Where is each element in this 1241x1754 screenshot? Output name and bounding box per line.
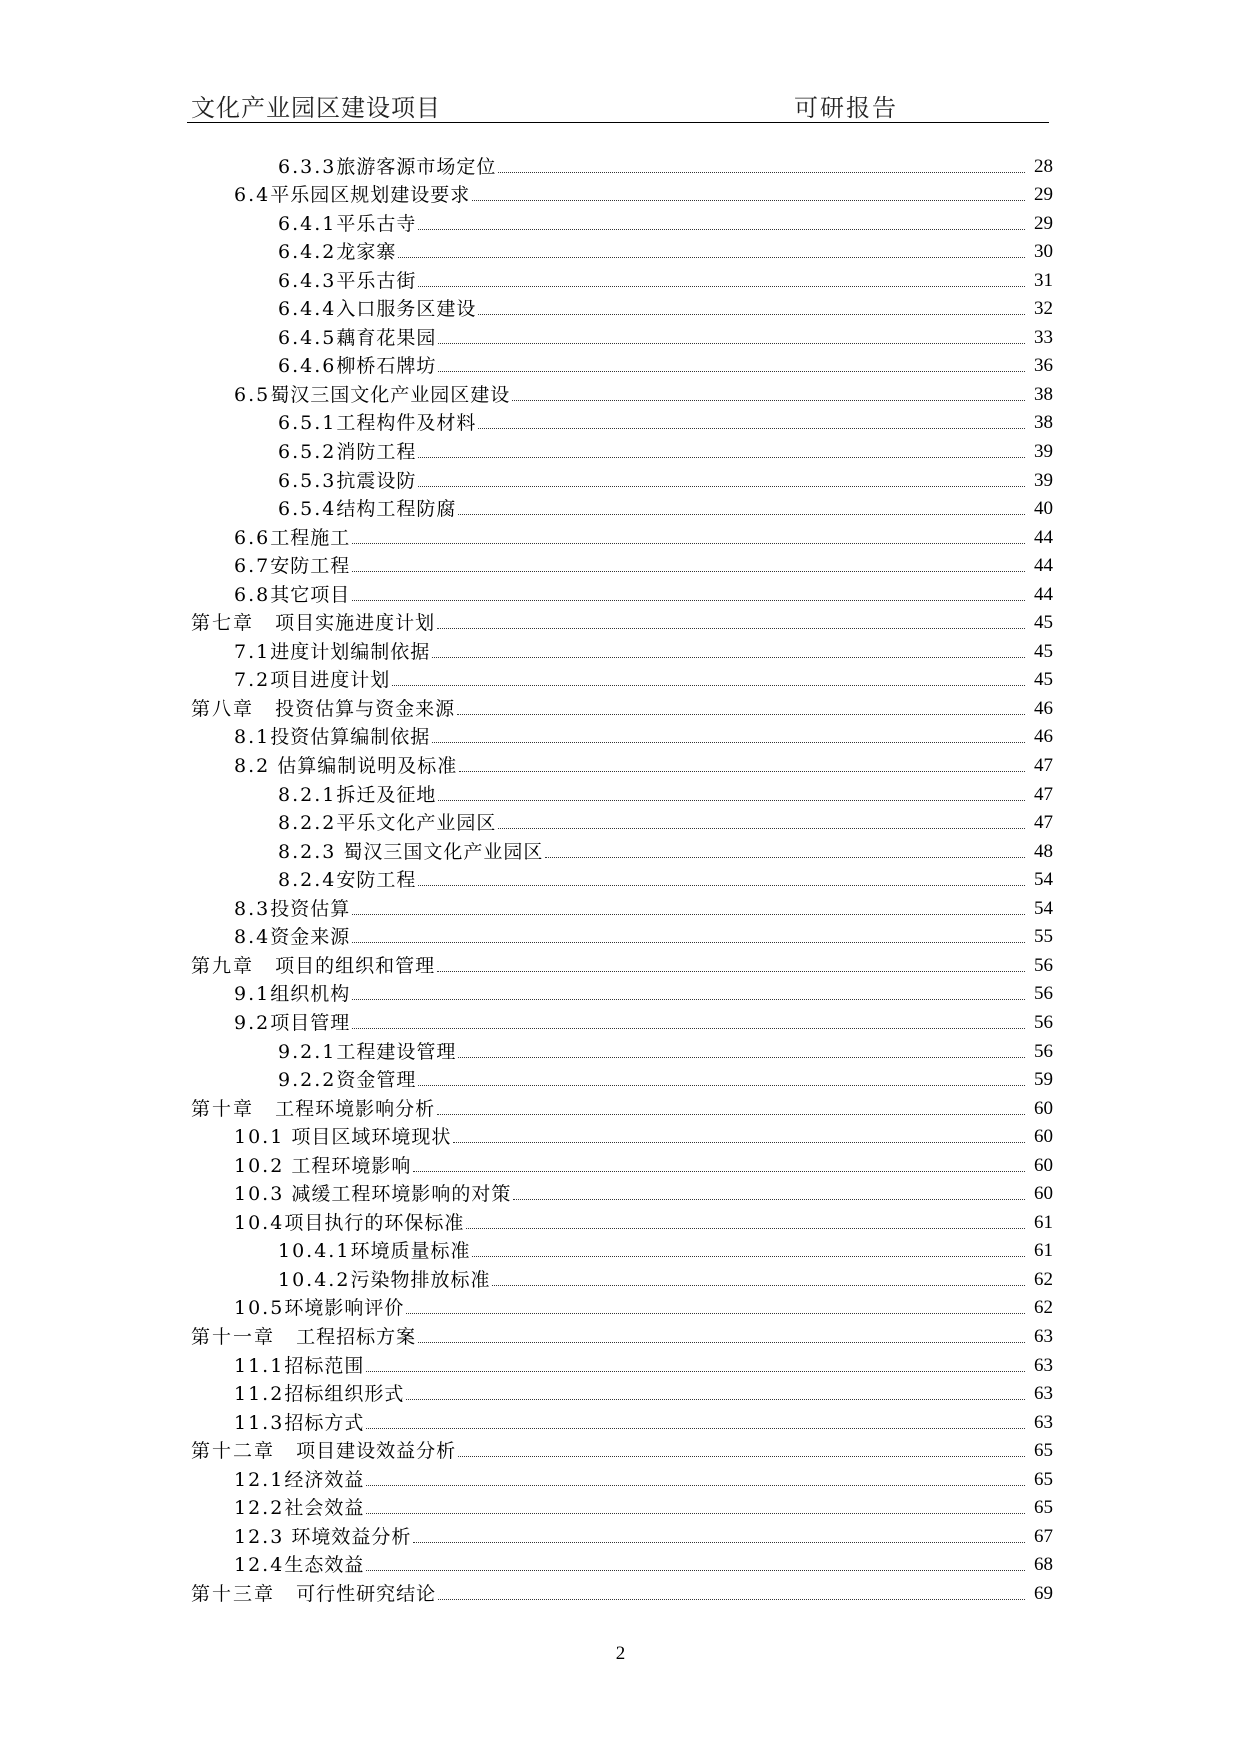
- toc-entry[interactable]: [191, 1435, 1053, 1464]
- toc-entry[interactable]: [191, 1492, 1053, 1521]
- toc-entry-page: 33: [1034, 326, 1053, 348]
- toc-dot-leader: [352, 600, 1025, 601]
- toc-entry-title: 柳桥石牌坊: [336, 355, 437, 378]
- toc-dot-leader: [432, 742, 1025, 743]
- toc-dot-leader: [437, 971, 1025, 972]
- toc-entry-title: 其它项目: [270, 583, 351, 606]
- toc-entry-number: 11.1: [234, 1354, 285, 1377]
- toc-entry-number: 6.3.3: [278, 155, 337, 178]
- toc-entry-page: 29: [1034, 212, 1053, 234]
- toc-entry-number: 10.4.1: [278, 1240, 351, 1263]
- page-number: 2: [615, 1643, 626, 1664]
- toc-dot-leader: [366, 1371, 1025, 1372]
- toc-entry-page: 60: [1034, 1154, 1053, 1176]
- toc-entry-number: 第十二章: [191, 1440, 276, 1463]
- toc-dot-leader: [458, 1057, 1025, 1058]
- toc-entry-number: 第十章: [191, 1097, 255, 1120]
- toc-entry[interactable]: [191, 550, 1053, 579]
- toc-entry-number: 10.4: [234, 1211, 285, 1234]
- toc-entry-spacer: [275, 1439, 296, 1463]
- toc-entry-page: 44: [1034, 555, 1053, 577]
- toc-dot-leader: [498, 172, 1025, 173]
- toc-entry-page: 60: [1034, 1183, 1053, 1205]
- toc-dot-leader: [453, 1142, 1025, 1143]
- toc-dot-leader: [366, 1513, 1025, 1514]
- toc-dot-leader: [458, 514, 1025, 515]
- toc-entry[interactable]: [191, 607, 1053, 636]
- toc-entry[interactable]: [191, 692, 1053, 721]
- toc-entry-title: 招标方式: [284, 1411, 365, 1434]
- toc-entry-page: 32: [1034, 298, 1053, 320]
- toc-entry-title: 项目区域环境现状: [284, 1126, 452, 1149]
- toc-entry[interactable]: [191, 293, 1053, 322]
- toc-entry-title: 项目进度计划: [270, 669, 391, 692]
- toc-entry-number: 12.1: [234, 1468, 285, 1491]
- toc-entry-page: 63: [1034, 1383, 1053, 1405]
- toc-entry[interactable]: [191, 1263, 1053, 1292]
- toc-entry-number: 11.2: [234, 1383, 285, 1406]
- toc-entry-page: 63: [1034, 1411, 1053, 1433]
- toc-entry[interactable]: [191, 1549, 1053, 1578]
- toc-entry-title: 抗震设防: [336, 469, 417, 492]
- toc-dot-leader: [406, 1399, 1025, 1400]
- toc-dot-leader: [413, 1171, 1025, 1172]
- toc-entry[interactable]: [191, 1149, 1053, 1178]
- toc-entry-title: 减缓工程环境影响的对策: [284, 1183, 512, 1206]
- toc-entry[interactable]: [191, 1292, 1053, 1321]
- toc-entry-page: 45: [1034, 612, 1053, 634]
- toc-entry[interactable]: [191, 664, 1053, 693]
- toc-entry[interactable]: [191, 749, 1053, 778]
- toc-entry-title: 藕育花果园: [336, 326, 437, 349]
- toc-entry[interactable]: [191, 1463, 1053, 1492]
- toc-entry-number: 8.1: [234, 726, 271, 749]
- toc-entry-page: 44: [1034, 526, 1053, 548]
- toc-entry-number: 第七章: [191, 612, 255, 635]
- toc-entry[interactable]: [191, 236, 1053, 265]
- toc-entry-page: 54: [1034, 897, 1053, 919]
- page-header: [187, 86, 1049, 123]
- toc-entry-page: 40: [1034, 498, 1053, 520]
- toc-entry[interactable]: [191, 807, 1053, 836]
- toc-dot-leader: [418, 1085, 1025, 1086]
- toc-entry-number: 6.5.4: [278, 498, 337, 521]
- toc-entry-title: 项目管理: [270, 1011, 351, 1034]
- toc-dot-leader: [438, 343, 1025, 344]
- toc-entry-number: 10.5: [234, 1297, 285, 1320]
- toc-dot-leader: [413, 1542, 1025, 1543]
- toc-entry-number: 10.2: [234, 1154, 285, 1177]
- toc-dot-leader: [512, 400, 1025, 401]
- toc-entry-page: 68: [1034, 1554, 1053, 1576]
- toc-entry-title: 工程环境影响: [284, 1154, 412, 1177]
- toc-entry-page: 56: [1034, 1011, 1053, 1033]
- toc-entry-number: 8.3: [234, 897, 271, 920]
- toc-entry-page: 30: [1034, 241, 1053, 263]
- toc-entry-spacer: [254, 1097, 275, 1121]
- toc-entry-page: 65: [1034, 1497, 1053, 1519]
- toc-entry-number: 10.4.2: [278, 1268, 351, 1291]
- toc-entry-page: 59: [1034, 1069, 1053, 1091]
- toc-entry[interactable]: [191, 493, 1053, 522]
- toc-entry-number: 6.4.4: [278, 298, 337, 321]
- toc-entry-number: 8.2: [234, 755, 271, 778]
- toc-entry-title: 平乐古街: [336, 269, 417, 292]
- toc-entry-number: 6.5: [234, 383, 271, 406]
- toc-dot-leader: [366, 1485, 1025, 1486]
- toc-entry-title: 安防工程: [270, 555, 351, 578]
- toc-entry-page: 65: [1034, 1440, 1053, 1462]
- toc-entry-title: 消防工程: [336, 441, 417, 464]
- toc-entry-number: 12.3: [234, 1525, 285, 1548]
- toc-dot-leader: [406, 1313, 1025, 1314]
- toc-dot-leader: [352, 543, 1025, 544]
- toc-dot-leader: [437, 628, 1025, 629]
- toc-entry-number: 9.2: [234, 1011, 271, 1034]
- toc-dot-leader: [459, 771, 1025, 772]
- toc-entry-title: 工程建设管理: [336, 1040, 457, 1063]
- toc-entry-title: 结构工程防腐: [336, 498, 457, 521]
- toc-entry-page: 29: [1034, 184, 1053, 206]
- toc-entry-title: 安防工程: [336, 869, 417, 892]
- toc-entry-number: 6.5.2: [278, 441, 337, 464]
- toc-entry-page: 44: [1034, 583, 1053, 605]
- toc-entry-page: 39: [1034, 469, 1053, 491]
- toc-entry-spacer: [254, 697, 275, 721]
- toc-entry[interactable]: [191, 321, 1053, 350]
- toc-dot-leader: [418, 457, 1025, 458]
- toc-dot-leader: [418, 1342, 1025, 1343]
- toc-entry-title: 工程招标方案: [296, 1325, 417, 1348]
- toc-entry-number: 8.2.1: [278, 783, 337, 806]
- toc-dot-leader: [352, 999, 1025, 1000]
- toc-entry-number: 6.4.1: [278, 212, 337, 235]
- toc-entry-title: 生态效益: [284, 1554, 365, 1577]
- toc-dot-leader: [492, 1285, 1025, 1286]
- toc-dot-leader: [366, 1428, 1025, 1429]
- toc-entry[interactable]: [191, 435, 1053, 464]
- toc-entry-title: 工程环境影响分析: [275, 1097, 436, 1120]
- toc-entry-title: 工程施工: [270, 526, 351, 549]
- toc-entry-number: 10.1: [234, 1126, 285, 1149]
- toc-dot-leader: [418, 286, 1025, 287]
- toc-entry[interactable]: [191, 835, 1053, 864]
- toc-entry[interactable]: [191, 1520, 1053, 1549]
- table-of-contents: [191, 150, 1053, 1606]
- toc-entry-number: 8.2.2: [278, 812, 337, 835]
- toc-entry-title: 项目的组织和管理: [275, 954, 436, 977]
- toc-entry-number: 6.4.2: [278, 241, 337, 264]
- toc-entry-title: 环境质量标准: [350, 1240, 471, 1263]
- toc-entry-page: 56: [1034, 954, 1053, 976]
- toc-entry-title: 社会效益: [284, 1497, 365, 1520]
- toc-entry-page: 28: [1034, 155, 1053, 177]
- toc-dot-leader: [398, 257, 1025, 258]
- toc-dot-leader: [513, 1199, 1025, 1200]
- toc-entry[interactable]: [191, 921, 1053, 950]
- toc-entry-title: 招标组织形式: [284, 1383, 405, 1406]
- toc-entry-page: 31: [1034, 269, 1053, 291]
- toc-dot-leader: [458, 1456, 1025, 1457]
- toc-dot-leader: [438, 1599, 1025, 1600]
- toc-entry-title: 工程构件及材料: [336, 412, 477, 435]
- toc-entry-title: 环境效益分析: [284, 1525, 412, 1548]
- toc-dot-leader: [352, 571, 1025, 572]
- toc-entry-title: 项目执行的环保标准: [284, 1211, 465, 1234]
- toc-entry[interactable]: [191, 778, 1053, 807]
- toc-entry-title: 投资估算: [270, 897, 351, 920]
- report-type: 可研报告: [794, 94, 898, 122]
- toc-dot-leader: [438, 800, 1025, 801]
- toc-entry-number: 6.4: [234, 184, 271, 207]
- toc-entry-page: 47: [1034, 755, 1053, 777]
- toc-entry-page: 38: [1034, 383, 1053, 405]
- toc-dot-leader: [352, 942, 1025, 943]
- toc-entry-page: 60: [1034, 1097, 1053, 1119]
- toc-entry-spacer: [254, 954, 275, 978]
- toc-entry[interactable]: [191, 978, 1053, 1007]
- toc-entry-number: 6.5.3: [278, 469, 337, 492]
- toc-entry-page: 46: [1034, 726, 1053, 748]
- toc-entry[interactable]: [191, 1378, 1053, 1407]
- toc-dot-leader: [352, 1028, 1025, 1029]
- toc-entry-title: 资金管理: [336, 1069, 417, 1092]
- toc-entry-title: 环境影响评价: [284, 1297, 405, 1320]
- toc-entry[interactable]: [191, 892, 1053, 921]
- toc-entry-spacer: [275, 1325, 296, 1349]
- toc-dot-leader: [472, 1256, 1025, 1257]
- toc-dot-leader: [418, 486, 1025, 487]
- toc-entry[interactable]: [191, 1320, 1053, 1349]
- toc-entry-title: 招标范围: [284, 1354, 365, 1377]
- toc-dot-leader: [545, 857, 1025, 858]
- toc-entry[interactable]: [191, 1006, 1053, 1035]
- toc-entry-page: 56: [1034, 983, 1053, 1005]
- toc-dot-leader: [438, 371, 1025, 372]
- toc-entry-number: 12.4: [234, 1554, 285, 1577]
- toc-entry-number: 8.4: [234, 926, 271, 949]
- toc-entry[interactable]: [191, 635, 1053, 664]
- toc-entry-page: 62: [1034, 1297, 1053, 1319]
- toc-entry-spacer: [254, 611, 275, 635]
- toc-entry[interactable]: [191, 721, 1053, 750]
- toc-entry[interactable]: [191, 521, 1053, 550]
- toc-entry[interactable]: [191, 1035, 1053, 1064]
- toc-entry[interactable]: [191, 1577, 1053, 1606]
- toc-dot-leader: [478, 428, 1025, 429]
- toc-entry-number: 6.7: [234, 555, 271, 578]
- toc-entry[interactable]: [191, 864, 1053, 893]
- toc-entry-number: 6.6: [234, 526, 271, 549]
- toc-entry[interactable]: [191, 150, 1053, 179]
- toc-entry-spacer: [275, 1582, 296, 1606]
- toc-entry-title: 旅游客源市场定位: [336, 155, 497, 178]
- toc-dot-leader: [418, 229, 1025, 230]
- toc-entry[interactable]: [191, 1349, 1053, 1378]
- toc-dot-leader: [466, 1228, 1025, 1229]
- toc-entry[interactable]: [191, 350, 1053, 379]
- toc-entry-number: 第十一章: [191, 1325, 276, 1348]
- toc-entry-title: 平乐园区规划建设要求: [270, 184, 471, 207]
- toc-entry-number: 7.2: [234, 669, 271, 692]
- toc-dot-leader: [437, 1114, 1025, 1115]
- toc-entry[interactable]: [191, 264, 1053, 293]
- toc-entry-number: 8.2.3: [278, 840, 337, 863]
- toc-entry-page: 65: [1034, 1468, 1053, 1490]
- toc-dot-leader: [457, 714, 1025, 715]
- toc-entry[interactable]: [191, 378, 1053, 407]
- toc-entry-number: 9.2.1: [278, 1040, 337, 1063]
- toc-entry[interactable]: [191, 1406, 1053, 1435]
- toc-entry[interactable]: [191, 179, 1053, 208]
- toc-entry[interactable]: [191, 1092, 1053, 1121]
- toc-entry-number: 6.4.3: [278, 269, 337, 292]
- document-title: 文化产业园区建设项目: [191, 94, 441, 122]
- toc-entry-number: 第十三章: [191, 1582, 276, 1605]
- toc-entry-page: 47: [1034, 812, 1053, 834]
- toc-entry-title: 资金来源: [270, 926, 351, 949]
- toc-dot-leader: [418, 885, 1025, 886]
- toc-entry-number: 8.2.4: [278, 869, 337, 892]
- toc-entry-page: 55: [1034, 926, 1053, 948]
- toc-entry-title: 拆迁及征地: [336, 783, 437, 806]
- toc-entry-title: 项目建设效益分析: [296, 1440, 457, 1463]
- toc-entry-title: 经济效益: [284, 1468, 365, 1491]
- toc-entry[interactable]: [191, 1178, 1053, 1207]
- toc-entry-number: 6.8: [234, 583, 271, 606]
- toc-dot-leader: [472, 200, 1025, 201]
- toc-entry[interactable]: [191, 1064, 1053, 1093]
- toc-entry-title: 平乐文化产业园区: [336, 812, 497, 835]
- toc-entry-number: 9.2.2: [278, 1069, 337, 1092]
- toc-entry-number: 第九章: [191, 954, 255, 977]
- toc-entry-title: 项目实施进度计划: [275, 612, 436, 635]
- toc-entry-page: 69: [1034, 1582, 1053, 1604]
- toc-entry[interactable]: [191, 949, 1053, 978]
- toc-entry[interactable]: [191, 207, 1053, 236]
- toc-entry-page: 47: [1034, 783, 1053, 805]
- toc-entry-page: 36: [1034, 355, 1053, 377]
- toc-entry-title: 组织机构: [270, 983, 351, 1006]
- toc-dot-leader: [478, 314, 1025, 315]
- toc-entry-page: 60: [1034, 1126, 1053, 1148]
- toc-entry-title: 估算编制说明及标准: [270, 755, 458, 778]
- toc-entry-number: 10.3: [234, 1183, 285, 1206]
- toc-entry-number: 9.1: [234, 983, 271, 1006]
- toc-entry-page: 61: [1034, 1240, 1053, 1262]
- toc-entry-number: 7.1: [234, 640, 271, 663]
- toc-entry-page: 39: [1034, 441, 1053, 463]
- toc-entry-title: 入口服务区建设: [336, 298, 477, 321]
- toc-entry-title: 进度计划编制依据: [270, 640, 431, 663]
- toc-entry-page: 63: [1034, 1325, 1053, 1347]
- toc-entry-number: 6.5.1: [278, 412, 337, 435]
- toc-entry-title: 平乐古寺: [336, 212, 417, 235]
- toc-dot-leader: [352, 914, 1025, 915]
- toc-entry-page: 63: [1034, 1354, 1053, 1376]
- toc-entry-title: 可行性研究结论: [296, 1582, 437, 1605]
- toc-entry-page: 45: [1034, 640, 1053, 662]
- toc-entry[interactable]: [191, 1235, 1053, 1264]
- toc-entry-page: 54: [1034, 869, 1053, 891]
- toc-entry-page: 45: [1034, 669, 1053, 691]
- toc-dot-leader: [498, 828, 1025, 829]
- toc-entry-page: 38: [1034, 412, 1053, 434]
- toc-entry-number: 第八章: [191, 697, 255, 720]
- toc-dot-leader: [366, 1570, 1025, 1571]
- toc-entry[interactable]: [191, 464, 1053, 493]
- toc-entry-page: 56: [1034, 1040, 1053, 1062]
- toc-entry-page: 46: [1034, 697, 1053, 719]
- toc-entry-title: 龙家寨: [336, 241, 397, 264]
- toc-entry-page: 67: [1034, 1525, 1053, 1547]
- toc-entry-title: 投资估算与资金来源: [275, 697, 456, 720]
- toc-entry-number: 6.4.5: [278, 326, 337, 349]
- toc-entry-title: 投资估算编制依据: [270, 726, 431, 749]
- toc-entry-page: 62: [1034, 1268, 1053, 1290]
- toc-entry[interactable]: [191, 1121, 1053, 1150]
- toc-entry-title: 污染物排放标准: [350, 1268, 491, 1291]
- toc-entry-title: 蜀汉三国文化产业园区: [336, 840, 544, 863]
- toc-entry[interactable]: [191, 578, 1053, 607]
- toc-entry[interactable]: [191, 1206, 1053, 1235]
- toc-entry-page: 61: [1034, 1211, 1053, 1233]
- toc-entry-number: 6.4.6: [278, 355, 337, 378]
- toc-dot-leader: [432, 657, 1025, 658]
- toc-entry[interactable]: [191, 407, 1053, 436]
- toc-entry-number: 12.2: [234, 1497, 285, 1520]
- toc-entry-page: 48: [1034, 840, 1053, 862]
- toc-entry-number: 11.3: [234, 1411, 285, 1434]
- toc-entry-title: 蜀汉三国文化产业园区建设: [270, 383, 511, 406]
- toc-dot-leader: [392, 685, 1025, 686]
